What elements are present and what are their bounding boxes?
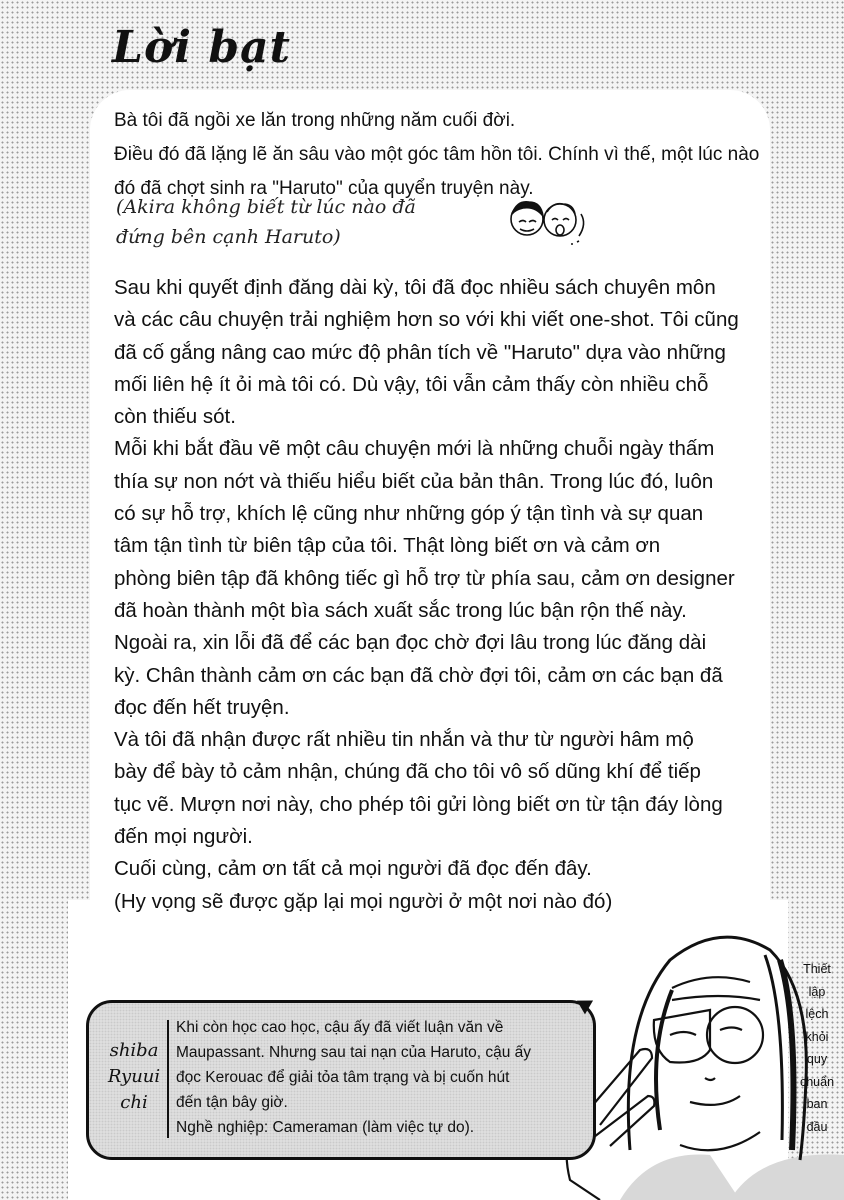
body-line: có sự hỗ trợ, khích lệ cũng như những góp ý tận tình và sự quan xyxy=(114,502,704,526)
intro-line: Điều đó đã lặng lẽ ăn sâu vào một góc tâm hồn tôi. Chính vì thế, một lúc nào xyxy=(114,144,760,165)
body-line: bày để bày tỏ cảm nhận, chúng đã cho tôi vô số dũng khí để tiếp xyxy=(114,760,701,784)
intro-line: đó đã chợt sinh ra "Haruto" của quyển truyện này. xyxy=(114,178,534,199)
body-line: mối liên hệ ít ỏi mà tôi có. Dù vậy, tôi vẫn cảm thấy còn nhiều chỗ xyxy=(114,372,709,396)
body-line: Ngoài ra, xin lỗi đã để các bạn đọc chờ đợi lâu trong lúc đăng dài xyxy=(114,631,707,655)
aside-line: đứng bên cạnh Haruto) xyxy=(116,226,341,248)
name-line: chi xyxy=(120,1092,148,1113)
body-line: (Hy vọng sẽ được gặp lại mọi người ở một nơi nào đó) xyxy=(114,889,613,913)
body-line: Và tôi đã nhận được rất nhiều tin nhắn và thư từ người hâm mộ xyxy=(114,728,694,752)
body-line: kỳ. Chân thành cảm ơn các bạn đã chờ đợi tôi, cảm ơn các bạn đã xyxy=(114,663,723,687)
body-line: thía sự non nớt và thiếu hiểu biết của bản thân. Trong lúc đó, luôn xyxy=(114,469,714,493)
side-note-word: chuẩn xyxy=(799,1074,835,1089)
body-line: tục vẽ. Mượn nơi này, cho phép tôi gửi lòng biết ơn từ tận đáy lòng xyxy=(114,792,723,816)
side-note-vertical xyxy=(793,958,841,1138)
body-line: còn thiếu sót. xyxy=(114,405,236,429)
body-line: đã cố gắng nâng cao mức độ phân tích về "Haruto" dựa vào những xyxy=(114,340,726,364)
name-line: Ryuui xyxy=(107,1066,161,1087)
character-description xyxy=(176,1015,596,1140)
side-note-word: ban xyxy=(806,1097,828,1111)
aside-note xyxy=(116,192,476,252)
body-line: đã hoàn thành một bìa sách xuất sắc trong lúc bận rộn thế này. xyxy=(114,598,687,622)
description-line: Maupassant. Nhưng sau tai nạn của Haruto, cậu ấy xyxy=(176,1044,532,1061)
side-note-word: Thiết xyxy=(803,962,831,976)
aside-line: (Akira không biết từ lúc nào đã xyxy=(116,196,416,218)
description-line: Nghề nghiệp: Cameraman (làm việc tự do). xyxy=(176,1119,475,1136)
side-note-word: khỏi xyxy=(805,1029,829,1044)
page-title: Lời bạt xyxy=(112,22,291,73)
name-line: shiba xyxy=(109,1040,159,1061)
intro-line: Bà tôi đã ngồi xe lăn trong những năm cuối đời. xyxy=(114,110,516,131)
two-faces-doodle-icon xyxy=(505,192,595,250)
side-note-word: đầu xyxy=(806,1119,828,1134)
body-line: tâm tận tình từ biên tập của tôi. Thật lòng biết ơn và cảm ơn xyxy=(114,534,661,558)
character-name xyxy=(104,1038,164,1116)
description-line: Khi còn học cao học, cậu ấy đã viết luận văn về xyxy=(176,1019,504,1036)
body-line: và các câu chuyện trải nghiệm hơn so với khi viết one-shot. Tôi cũng xyxy=(114,308,739,332)
description-line: đến tận bây giờ. xyxy=(176,1094,288,1111)
body-line: Cuối cùng, cảm ơn tất cả mọi người đã đọc đến đây. xyxy=(114,857,592,881)
description-line: đọc Kerouac để giải tỏa tâm trạng và bị cuốn hút xyxy=(176,1069,510,1086)
side-note-word: lệch xyxy=(805,1007,829,1021)
body-line: đọc đến hết truyện. xyxy=(114,695,290,719)
main-body-text xyxy=(114,272,754,918)
side-note-word: quy xyxy=(806,1052,828,1066)
body-line: Mỗi khi bắt đầu vẽ một câu chuyện mới là những chuỗi ngày thấm xyxy=(114,437,715,461)
profile-divider xyxy=(167,1020,169,1138)
body-line: đến mọi người. xyxy=(114,825,253,849)
body-line: phòng biên tập đã không tiếc gì hỗ trợ từ phía sau, cảm ơn designer xyxy=(114,566,735,590)
side-note-word: lập xyxy=(808,984,826,999)
intro-paragraph xyxy=(114,104,760,206)
body-line: Sau khi quyết định đăng dài kỳ, tôi đã đọc nhiều sách chuyên môn xyxy=(114,276,716,299)
